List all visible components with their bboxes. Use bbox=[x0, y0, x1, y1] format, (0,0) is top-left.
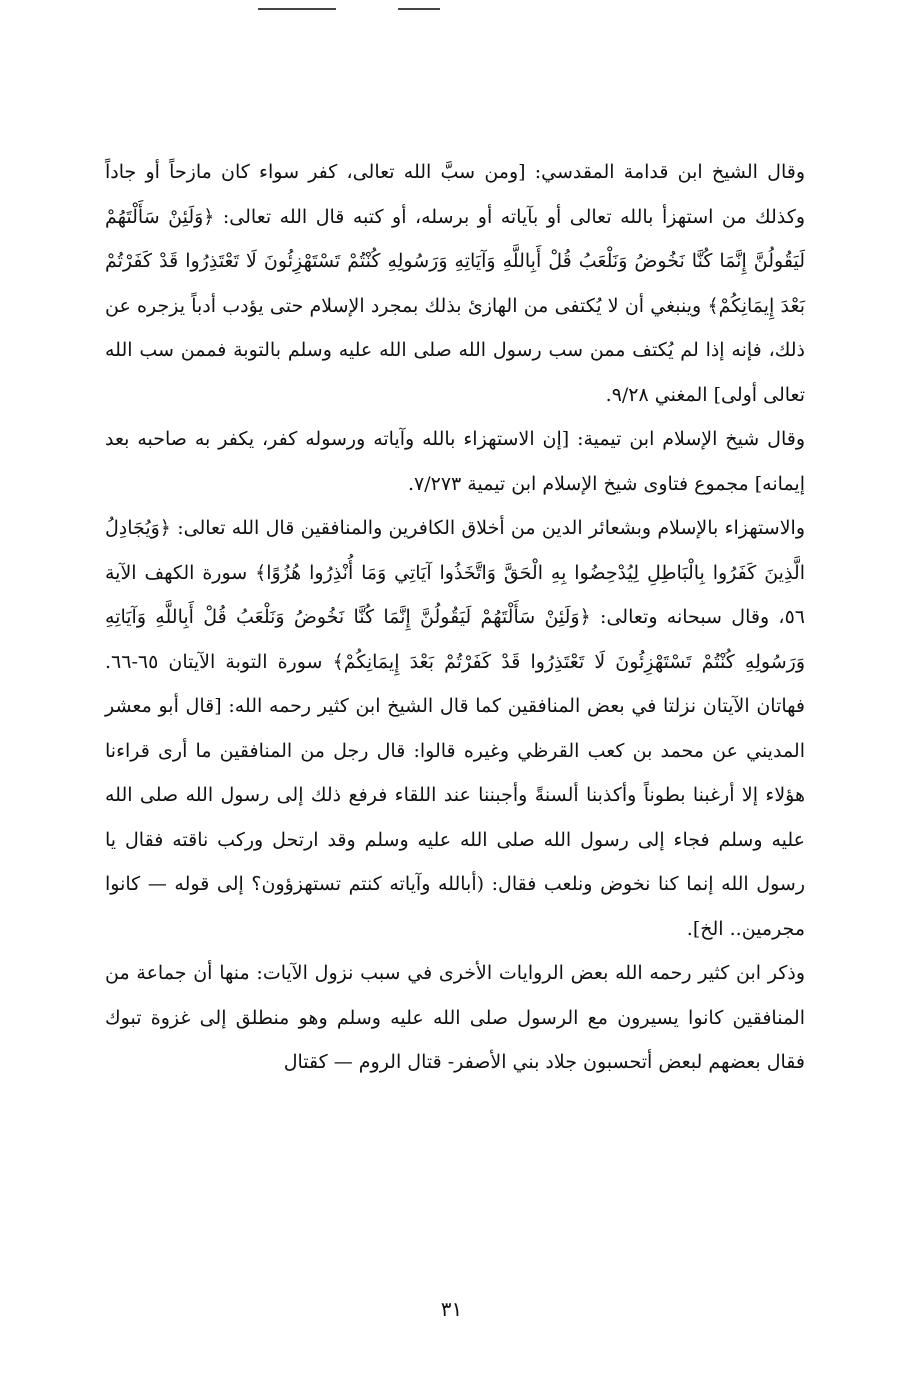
paragraph-ibn-taymiyya bbox=[105, 417, 805, 506]
paragraph-text: وينبغي أن لا يُكتفى من الهازئ بذلك بمجرد الإسلام حتى يؤدب أدباً يزجره عن ذلك، فإنه إذا لم يُكتف ممن سب رسول الله صلى الله عليه وسلم بالتوبة فممن سب الله تعالى أولى] المغني ٩/٢٨. bbox=[105, 294, 805, 406]
page-body bbox=[105, 150, 805, 1085]
top-rule-right bbox=[398, 8, 440, 10]
paragraph-text: وذكر ابن كثير رحمه الله بعض الروايات الأخرى في سبب نزول الآيات: منها أن جماعة من المنافقين كانوا يسيرون مع الرسول صلى الله عليه وسلم وهو منطلق إلى غزوة تبوك فقال بعضهم لبعض أتحسبون جلاد بني الأصفر- قتال الروم — كقتال bbox=[105, 962, 805, 1073]
paragraph-mockery bbox=[105, 506, 805, 951]
paragraph-text: سورة الكهف الآية ٥٦، وقال سبحانه وتعالى: bbox=[105, 561, 805, 628]
top-rule-left bbox=[258, 8, 336, 10]
paragraph-ibn-qudama bbox=[105, 150, 805, 417]
quran-verse: ﴿وَلَئِنْ سَأَلْتَهُمْ لَيَقُولُنَّ إِنَّمَا كُنَّا نَخُوضُ وَنَلْعَبُ قُلْ أَبِاللَّهِ وَآيَاتِهِ وَرَسُولِهِ كُنْتُمْ تَسْتَهْزِئُونَ لَا تَعْتَذِرُوا قَدْ كَفَرْتُمْ بَعْدَ إِيمَانِكُمْ﴾ bbox=[105, 205, 805, 317]
paragraph-text: وقال الشيخ ابن قدامة المقدسي: [ومن سبَّ الله تعالى، كفر سواء كان مازحاً أو جاداً وكذلك من استهزأ بالله تعالى أو بآياته أو برسله، أو كتبه قال الله تعالى: bbox=[105, 161, 805, 228]
page-number: ٣١ bbox=[440, 1297, 463, 1321]
paragraph-text: وقال شيخ الإسلام ابن تيمية: [إن الاستهزاء بالله وآياته ورسوله كفر، يكفر به صاحبه بعد إيمانه] مجموع فتاوى شيخ الإسلام ابن تيمية ٧/٢٧٣. bbox=[105, 428, 805, 495]
paragraph-text: والاستهزاء بالإسلام وبشعائر الدين من أخلاق الكافرين والمنافقين قال الله تعالى: bbox=[170, 517, 805, 539]
quran-verse: ﴿وَلَئِنْ سَأَلْتَهُمْ لَيَقُولُنَّ إِنَّمَا كُنَّا نَخُوضُ وَنَلْعَبُ قُلْ أَبِاللَّهِ وَآيَاتِهِ وَرَسُولِهِ كُنْتُمْ تَسْتَهْزِئُونَ لَا تَعْتَذِرُوا قَدْ كَفَرْتُمْ بَعْدَ إِيمَانِكُمْ﴾ bbox=[105, 606, 805, 673]
paragraph-text: سورة التوبة الآيتان ٦٥-٦٦. فهاتان الآيتان نزلتا في بعض المنافقين كما قال الشيخ ابن كثير رحمه الله: [قال أبو معشر المديني عن محمد بن كعب القرظي وغيره قالوا: قال رجل من المنافقين ما أرى قراءنا هؤلاء إلا أرغبنا بطوناً وأكذبنا ألسنةً وأجبننا عند اللقاء فرفع ذلك إلى رسول الله صلى الله عليه وسلم فجاء إلى رسول الله صلى الله عليه وسلم وقد ارتحل وركب ناقته فقال يا رسول الله إنما كنا نخوض ونلعب فقال: (أبالله وآياته كنتم تستهزؤون؟ إلى قوله — كانوا مجرمين.. الخ]. bbox=[105, 650, 805, 940]
paragraph-ibn-kathir bbox=[105, 951, 805, 1085]
quran-verse: ﴿وَيُجَادِلُ الَّذِينَ كَفَرُوا بِالْبَاطِلِ لِيُدْحِضُوا بِهِ الْحَقَّ وَاتَّخَذُوا آيَاتِي وَمَا أُنْذِرُوا هُزُوًا﴾ bbox=[105, 517, 805, 584]
